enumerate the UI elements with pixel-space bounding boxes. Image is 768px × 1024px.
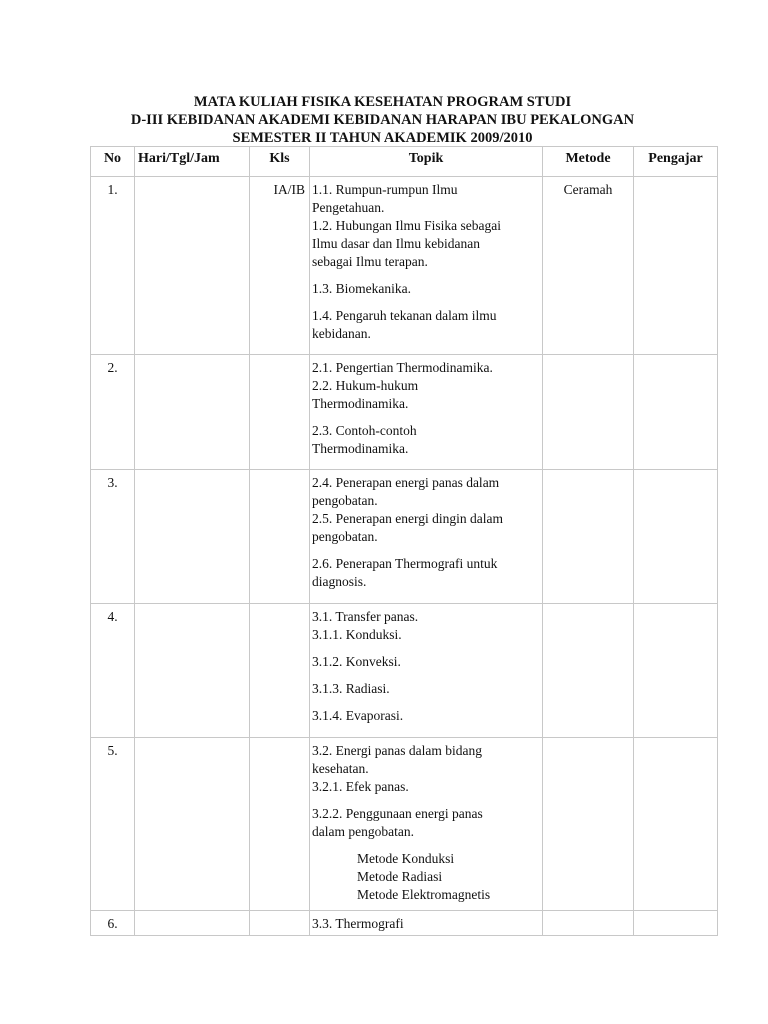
topik-method-line: Metode Radiasi: [357, 869, 443, 884]
topik-method-line: Metode Konduksi: [357, 851, 455, 866]
topik-line: dalam pengobatan.: [312, 824, 414, 839]
topik-line: 1.2. Hubungan Ilmu Fisika sebagai: [312, 218, 501, 233]
cell-no: 5.: [91, 738, 135, 911]
cell-pengajar: [634, 355, 718, 470]
title-line-1: MATA KULIAH FISIKA KESEHATAN PROGRAM STUDI: [193, 94, 572, 110]
title-line-3: SEMESTER II TAHUN AKADEMIK 2009/2010: [232, 130, 533, 146]
topik-line: 3.1.4. Evaporasi.: [312, 708, 404, 723]
cell-kls: [250, 355, 310, 470]
cell-no: 1.: [91, 177, 135, 355]
header-metode: Metode: [543, 147, 634, 177]
topik-method-line: Metode Elektromagnetis: [357, 887, 491, 902]
document-title: [90, 93, 675, 147]
cell-topik: [310, 911, 543, 936]
topik-line: kebidanan.: [312, 326, 371, 341]
cell-hari: [135, 604, 250, 738]
topik-line: kesehatan.: [312, 761, 369, 776]
cell-hari: [135, 355, 250, 470]
topik-line: pengobatan.: [312, 529, 378, 544]
title-line-2: D-III KEBIDANAN AKADEMI KEBIDANAN HARAPAN IBU PEKALONGAN: [130, 112, 635, 128]
cell-topik: [310, 177, 543, 355]
topik-line: 3.1.3. Radiasi.: [312, 681, 390, 696]
cell-pengajar: [634, 911, 718, 936]
topik-line: 3.3. Thermografi: [312, 916, 404, 931]
cell-pengajar: [634, 177, 718, 355]
cell-topik: [310, 355, 543, 470]
header-pengajar: Pengajar: [634, 147, 718, 177]
cell-pengajar: [634, 738, 718, 911]
topik-line: Thermodinamika.: [312, 441, 409, 456]
topik-line: Pengetahuan.: [312, 200, 385, 215]
topik-line: 3.2. Energi panas dalam bidang: [312, 743, 482, 758]
cell-topik: [310, 738, 543, 911]
cell-pengajar: [634, 604, 718, 738]
cell-metode: [543, 470, 634, 604]
schedule-table: [90, 146, 718, 936]
topik-line: 3.1.2. Konveksi.: [312, 654, 401, 669]
cell-metode: [543, 738, 634, 911]
table-header-row: [91, 147, 718, 177]
topik-line: Ilmu dasar dan Ilmu kebidanan: [312, 236, 480, 251]
cell-metode: Ceramah: [543, 177, 634, 355]
topik-line: 3.1.1. Konduksi.: [312, 627, 402, 642]
table-row: [91, 177, 718, 355]
cell-kls: [250, 604, 310, 738]
cell-no: 2.: [91, 355, 135, 470]
topik-line: 2.6. Penerapan Thermografi untuk: [312, 556, 498, 571]
table-row: [91, 911, 718, 936]
cell-topik: [310, 604, 543, 738]
cell-metode: [543, 911, 634, 936]
topik-line: 1.3. Biomekanika.: [312, 281, 411, 296]
cell-metode: [543, 355, 634, 470]
topik-line: 3.2.2. Penggunaan energi panas: [312, 806, 483, 821]
topik-line: pengobatan.: [312, 493, 378, 508]
header-hari-tgl-jam: Hari/Tgl/Jam: [135, 147, 250, 177]
topik-line: 1.1. Rumpun-rumpun Ilmu: [312, 182, 458, 197]
cell-no: 6.: [91, 911, 135, 936]
cell-no: 3.: [91, 470, 135, 604]
topik-line: 2.2. Hukum-hukum: [312, 378, 419, 393]
table-row: [91, 738, 718, 911]
cell-no: 4.: [91, 604, 135, 738]
header-no: No: [91, 147, 135, 177]
topik-line: Thermodinamika.: [312, 396, 409, 411]
cell-topik: [310, 470, 543, 604]
topik-line: 3.2.1. Efek panas.: [312, 779, 409, 794]
cell-kls: [250, 470, 310, 604]
table-row: [91, 604, 718, 738]
topik-line: 3.1. Transfer panas.: [312, 609, 419, 624]
cell-pengajar: [634, 470, 718, 604]
cell-hari: [135, 470, 250, 604]
cell-metode: [543, 604, 634, 738]
topik-line: 2.4. Penerapan energi panas dalam: [312, 475, 500, 490]
cell-hari: [135, 738, 250, 911]
topik-line: diagnosis.: [312, 574, 367, 589]
topik-line: 2.5. Penerapan energi dingin dalam: [312, 511, 503, 526]
header-kls: Kls: [250, 147, 310, 177]
topik-line: 1.4. Pengaruh tekanan dalam ilmu: [312, 308, 497, 323]
table-row: [91, 355, 718, 470]
cell-hari: [135, 911, 250, 936]
topik-line: 2.1. Pengertian Thermodinamika.: [312, 360, 493, 375]
header-topik: Topik: [310, 147, 543, 177]
topik-line: 2.3. Contoh-contoh: [312, 423, 417, 438]
table-row: [91, 470, 718, 604]
cell-kls: [250, 911, 310, 936]
cell-kls: IA/IB: [250, 177, 310, 355]
cell-kls: [250, 738, 310, 911]
cell-hari: [135, 177, 250, 355]
topik-line: sebagai Ilmu terapan.: [312, 254, 428, 269]
